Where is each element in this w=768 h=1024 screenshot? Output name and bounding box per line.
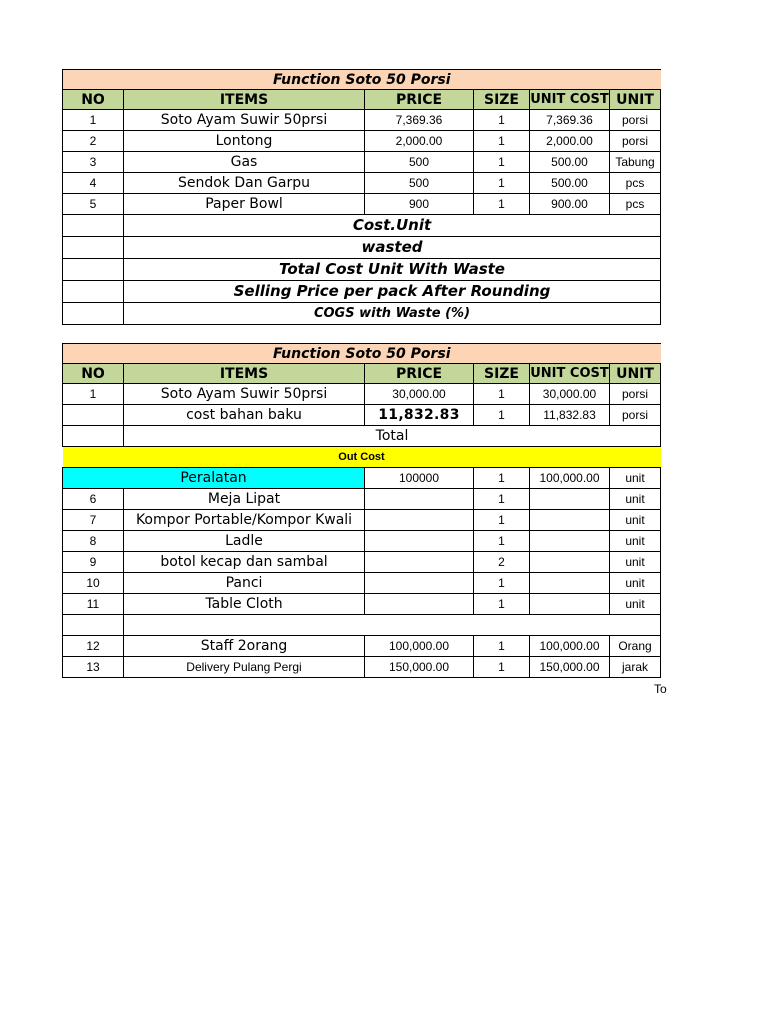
- cell-size[interactable]: 1: [474, 573, 530, 594]
- cell-no[interactable]: 10: [63, 573, 124, 594]
- cell-unit-cost[interactable]: 7,369.36: [530, 110, 610, 131]
- cell-unit[interactable]: pcs: [610, 173, 661, 194]
- cell-price[interactable]: 500: [365, 152, 474, 173]
- cell-price[interactable]: [365, 594, 474, 615]
- header-items[interactable]: ITEMS: [124, 90, 365, 110]
- table-row: [63, 489, 661, 510]
- cell-size[interactable]: 1: [474, 405, 530, 426]
- cell-size[interactable]: 1: [474, 531, 530, 552]
- cell-price[interactable]: 2,000.00: [365, 131, 474, 152]
- summary-blank-cell[interactable]: [63, 259, 124, 281]
- cell-price[interactable]: [365, 531, 474, 552]
- cell-price[interactable]: [365, 552, 474, 573]
- summary-cogs[interactable]: COGS with Waste (%): [124, 303, 661, 325]
- cell-unit-cost[interactable]: 900.00: [530, 194, 610, 215]
- cell-price[interactable]: 500: [365, 173, 474, 194]
- cell-no[interactable]: 11: [63, 594, 124, 615]
- table-row: [63, 573, 661, 594]
- cell-unit[interactable]: unit: [610, 468, 661, 489]
- summary-total-cost-with-waste[interactable]: Total Cost Unit With Waste: [124, 259, 661, 281]
- cell-unit[interactable]: unit: [610, 510, 661, 531]
- table-row: [63, 131, 661, 152]
- cell-no[interactable]: 8: [63, 531, 124, 552]
- cell-size[interactable]: 1: [474, 489, 530, 510]
- cell-item[interactable]: Table Cloth: [124, 594, 365, 615]
- table1-title[interactable]: Function Soto 50 Porsi: [63, 70, 661, 90]
- cell-no[interactable]: 12: [63, 636, 124, 657]
- cell-item[interactable]: cost bahan baku: [124, 405, 365, 426]
- cell-unit[interactable]: porsi: [610, 405, 661, 426]
- cell-unit-cost[interactable]: 100,000.00: [530, 636, 610, 657]
- summary-blank-cell[interactable]: [63, 237, 124, 259]
- table-row: [63, 384, 661, 405]
- header-price[interactable]: PRICE: [365, 90, 474, 110]
- cell-price[interactable]: [365, 573, 474, 594]
- cell-size[interactable]: 1: [474, 510, 530, 531]
- cell-no[interactable]: 13: [63, 657, 124, 678]
- cell-price[interactable]: 11,832.83: [365, 405, 474, 426]
- cell-unit[interactable]: porsi: [610, 384, 661, 405]
- cell-item[interactable]: Soto Ayam Suwir 50prsi: [124, 384, 365, 405]
- cell-unit-cost[interactable]: [530, 552, 610, 573]
- summary-blank-cell[interactable]: [63, 281, 124, 303]
- empty-cell[interactable]: [63, 615, 124, 636]
- cell-size[interactable]: 1: [474, 173, 530, 194]
- header-unit[interactable]: UNIT: [610, 90, 661, 110]
- cell-no[interactable]: 2: [63, 131, 124, 152]
- cell-unit-cost[interactable]: [530, 594, 610, 615]
- cell-unit-cost[interactable]: [530, 510, 610, 531]
- cell-unit-cost[interactable]: 150,000.00: [530, 657, 610, 678]
- header-unit-cost[interactable]: UNIT COST: [530, 90, 610, 110]
- cell-item[interactable]: Sendok Dan Garpu: [124, 173, 365, 194]
- cell-unit-cost[interactable]: 100,000.00: [530, 468, 610, 489]
- cell-item[interactable]: Panci: [124, 573, 365, 594]
- table2-header-row: [63, 364, 661, 384]
- cell-item[interactable]: Ladle: [124, 531, 365, 552]
- cell-no[interactable]: 1: [63, 384, 124, 405]
- cell-size[interactable]: 1: [474, 110, 530, 131]
- table-row: [63, 636, 661, 657]
- cell-size[interactable]: 1: [474, 384, 530, 405]
- cell-unit[interactable]: unit: [610, 531, 661, 552]
- header-no[interactable]: NO: [63, 364, 124, 384]
- cell-unit[interactable]: porsi: [610, 110, 661, 131]
- cell-price[interactable]: [365, 510, 474, 531]
- summary-row: [63, 303, 661, 325]
- header-unit-cost[interactable]: UNIT COST: [530, 364, 610, 384]
- cell-no[interactable]: [63, 405, 124, 426]
- table-row: [63, 510, 661, 531]
- cell-price[interactable]: 30,000.00: [365, 384, 474, 405]
- cell-unit[interactable]: unit: [610, 594, 661, 615]
- table-row: [63, 194, 661, 215]
- cell-no[interactable]: 4: [63, 173, 124, 194]
- cell-unit[interactable]: Tabung: [610, 152, 661, 173]
- out-cost-row: [63, 447, 661, 468]
- cell-no[interactable]: 3: [63, 152, 124, 173]
- cell-no[interactable]: 7: [63, 510, 124, 531]
- cost-table-2: [62, 343, 661, 678]
- cell-item[interactable]: Paper Bowl: [124, 194, 365, 215]
- cell-price[interactable]: 100000: [365, 468, 474, 489]
- cell-size[interactable]: 1: [474, 468, 530, 489]
- table-row: [63, 110, 661, 131]
- cell-no[interactable]: 6: [63, 489, 124, 510]
- cell-size[interactable]: 1: [474, 594, 530, 615]
- cell-size[interactable]: 1: [474, 657, 530, 678]
- cell-no[interactable]: 5: [63, 194, 124, 215]
- cell-item[interactable]: Staff 2orang: [124, 636, 365, 657]
- cell-unit[interactable]: porsi: [610, 131, 661, 152]
- truncated-total-label: To: [654, 682, 667, 696]
- table1-header-row: [63, 90, 661, 110]
- summary-row: [63, 215, 661, 237]
- cell-unit-cost[interactable]: 30,000.00: [530, 384, 610, 405]
- cell-size[interactable]: 1: [474, 152, 530, 173]
- total-row: [63, 426, 661, 447]
- header-no[interactable]: NO: [63, 90, 124, 110]
- cell-size[interactable]: 1: [474, 131, 530, 152]
- cell-unit-cost[interactable]: 11,832.83: [530, 405, 610, 426]
- cell-price[interactable]: 7,369.36: [365, 110, 474, 131]
- summary-selling-price[interactable]: Selling Price per pack After Rounding: [124, 281, 661, 303]
- table-row: [63, 531, 661, 552]
- cell-unit-cost[interactable]: 500.00: [530, 152, 610, 173]
- header-unit[interactable]: UNIT: [610, 364, 661, 384]
- cell-price[interactable]: 150,000.00: [365, 657, 474, 678]
- table2-title[interactable]: Function Soto 50 Porsi: [63, 344, 661, 364]
- cell-item[interactable]: botol kecap dan sambal: [124, 552, 365, 573]
- cell-price[interactable]: [365, 489, 474, 510]
- cell-unit[interactable]: jarak: [610, 657, 661, 678]
- empty-row: [63, 615, 661, 636]
- cell-item[interactable]: Kompor Portable/Kompor Kwali: [124, 510, 365, 531]
- summary-row: [63, 259, 661, 281]
- spreadsheet: [62, 69, 768, 678]
- summary-blank-cell[interactable]: [63, 215, 124, 237]
- out-cost-label[interactable]: Out Cost: [63, 447, 661, 468]
- summary-wasted[interactable]: wasted: [124, 237, 661, 259]
- table-gap: [62, 325, 768, 343]
- total-blank-cell[interactable]: [63, 426, 124, 447]
- cell-unit[interactable]: Orang: [610, 636, 661, 657]
- summary-cost-unit[interactable]: Cost.Unit: [124, 215, 661, 237]
- header-size[interactable]: SIZE: [474, 364, 530, 384]
- cell-price[interactable]: 900: [365, 194, 474, 215]
- cell-unit-cost[interactable]: [530, 489, 610, 510]
- total-label[interactable]: Total: [124, 426, 661, 447]
- cell-item[interactable]: Soto Ayam Suwir 50prsi: [124, 110, 365, 131]
- cell-unit-cost[interactable]: 2,000.00: [530, 131, 610, 152]
- summary-row: [63, 281, 661, 303]
- cell-price[interactable]: 100,000.00: [365, 636, 474, 657]
- cell-item[interactable]: Gas: [124, 152, 365, 173]
- cell-size[interactable]: 1: [474, 194, 530, 215]
- cell-unit-cost[interactable]: [530, 531, 610, 552]
- cell-item[interactable]: Delivery Pulang Pergi: [124, 657, 365, 678]
- table-row: [63, 657, 661, 678]
- table-row: [63, 594, 661, 615]
- cost-table-1: [62, 69, 661, 325]
- cell-unit[interactable]: pcs: [610, 194, 661, 215]
- summary-row: [63, 237, 661, 259]
- cell-item[interactable]: Lontong: [124, 131, 365, 152]
- cell-unit-cost[interactable]: [530, 573, 610, 594]
- cell-size[interactable]: 2: [474, 552, 530, 573]
- peralatan-row: [63, 468, 661, 489]
- cell-unit-cost[interactable]: 500.00: [530, 173, 610, 194]
- header-items[interactable]: ITEMS: [124, 364, 365, 384]
- cell-item[interactable]: Meja Lipat: [124, 489, 365, 510]
- header-price[interactable]: PRICE: [365, 364, 474, 384]
- peralatan-label[interactable]: Peralatan: [63, 468, 365, 489]
- table-row: [63, 552, 661, 573]
- cell-size[interactable]: 1: [474, 636, 530, 657]
- header-size[interactable]: SIZE: [474, 90, 530, 110]
- table-row: [63, 405, 661, 426]
- cell-no[interactable]: 1: [63, 110, 124, 131]
- cell-unit[interactable]: unit: [610, 489, 661, 510]
- table-row: [63, 173, 661, 194]
- summary-blank-cell[interactable]: [63, 303, 124, 325]
- cell-unit[interactable]: unit: [610, 573, 661, 594]
- cell-unit[interactable]: unit: [610, 552, 661, 573]
- cell-no[interactable]: 9: [63, 552, 124, 573]
- table-row: [63, 152, 661, 173]
- empty-cell[interactable]: [124, 615, 661, 636]
